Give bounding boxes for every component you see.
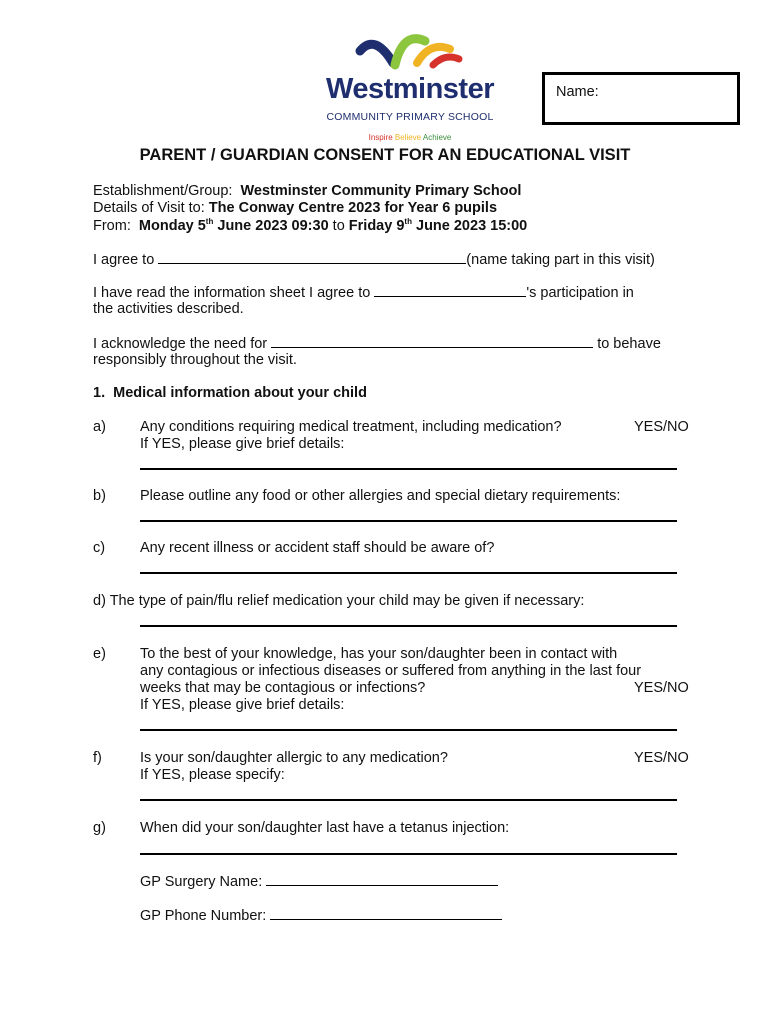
question-e-yesno[interactable]: YES/NO (634, 680, 689, 696)
establishment-value: Westminster Community Primary School (240, 183, 522, 199)
question-g-text: When did your son/daughter last have a tetanus injection: (140, 820, 510, 836)
question-e-answer-line[interactable] (140, 729, 677, 731)
question-a-text-2: If YES, please give brief details: (140, 436, 345, 452)
question-e-text-1: To the best of your knowledge, has your son/daughter been in contact with (140, 646, 618, 662)
visit-value: The Conway Centre 2023 for Year 6 pupils (208, 200, 498, 216)
question-f-yesno[interactable]: YES/NO (634, 750, 689, 766)
gp-surgery-blank[interactable] (266, 873, 498, 886)
child-name-blank[interactable] (158, 251, 466, 264)
establishment-line: Establishment/Group: Westminster Community Primary School (93, 183, 522, 199)
question-d-line: d) The type of pain/flu relief medication your child may be given if necessary: (93, 593, 585, 609)
question-a-answer-line[interactable] (140, 468, 677, 470)
acknowledge-line: I acknowledge the need for to behave (93, 336, 661, 352)
gp-phone-label: GP Phone Number: (140, 908, 267, 924)
question-d-answer-line[interactable] (140, 625, 677, 627)
visit-dates-line: From: Monday 5th June 2023 09:30 to Friday 9th June 2023 15:00 (93, 217, 528, 234)
read-line-2: the activities described. (93, 301, 244, 317)
logo-tagline: Inspire Believe Achieve (368, 133, 452, 142)
visit-details-line: Details of Visit to: The Conway Centre 2023 for Year 6 pupils (93, 200, 498, 216)
question-e-text-2: any contagious or infectious diseases or suffered from anything in the last four (140, 663, 642, 679)
question-e-label: e) (93, 646, 106, 662)
name-field-label: Name: (556, 84, 599, 100)
question-f-label: f) (93, 750, 102, 766)
section-heading-medical: 1. Medical information about your child (93, 385, 367, 401)
logo-school-name: Westminster (325, 73, 495, 105)
page-title: PARENT / GUARDIAN CONSENT FOR AN EDUCATIONAL VISIT (139, 146, 631, 164)
gp-surgery-line (140, 873, 498, 890)
gp-surgery-label: GP Surgery Name: (140, 874, 263, 890)
logo-arches-icon (355, 23, 465, 78)
logo-school-subtitle: COMMUNITY PRIMARY SCHOOL (326, 111, 494, 123)
question-f-text-2: If YES, please specify: (140, 767, 285, 783)
name-field-box[interactable] (542, 72, 740, 125)
question-b-answer-line[interactable] (140, 520, 677, 522)
acknowledge-line-2: responsibly throughout the visit. (93, 352, 297, 368)
read-line: I have read the information sheet I agree to 's participation in (93, 285, 634, 301)
question-c-label: c) (93, 540, 106, 556)
question-a-label: a) (93, 419, 106, 435)
school-logo (300, 15, 515, 142)
question-g-answer-line[interactable] (140, 853, 677, 855)
question-b-text: Please outline any food or other allergies and special dietary requirements: (140, 488, 621, 504)
question-e-text-4: If YES, please give brief details: (140, 697, 345, 713)
question-f-text: Is your son/daughter allergic to any medication? (140, 750, 448, 766)
question-c-text: Any recent illness or accident staff should be aware of? (140, 540, 495, 556)
participant-blank[interactable] (374, 284, 526, 297)
question-f-answer-line[interactable] (140, 799, 677, 801)
behave-name-blank[interactable] (271, 335, 593, 348)
question-c-answer-line[interactable] (140, 572, 677, 574)
question-d-text: The type of pain/flu relief medication your child may be given if necessary: (109, 593, 585, 609)
question-g-label: g) (93, 820, 106, 836)
gp-phone-line (140, 907, 502, 924)
agree-line: I agree to (name taking part in this visit) (93, 252, 655, 268)
question-e-text-3: weeks that may be contagious or infections? (140, 680, 426, 696)
gp-phone-blank[interactable] (270, 907, 502, 920)
question-b-label: b) (93, 488, 106, 504)
question-a-yesno[interactable]: YES/NO (634, 419, 689, 435)
question-a-text: Any conditions requiring medical treatment, including medication? (140, 419, 562, 435)
